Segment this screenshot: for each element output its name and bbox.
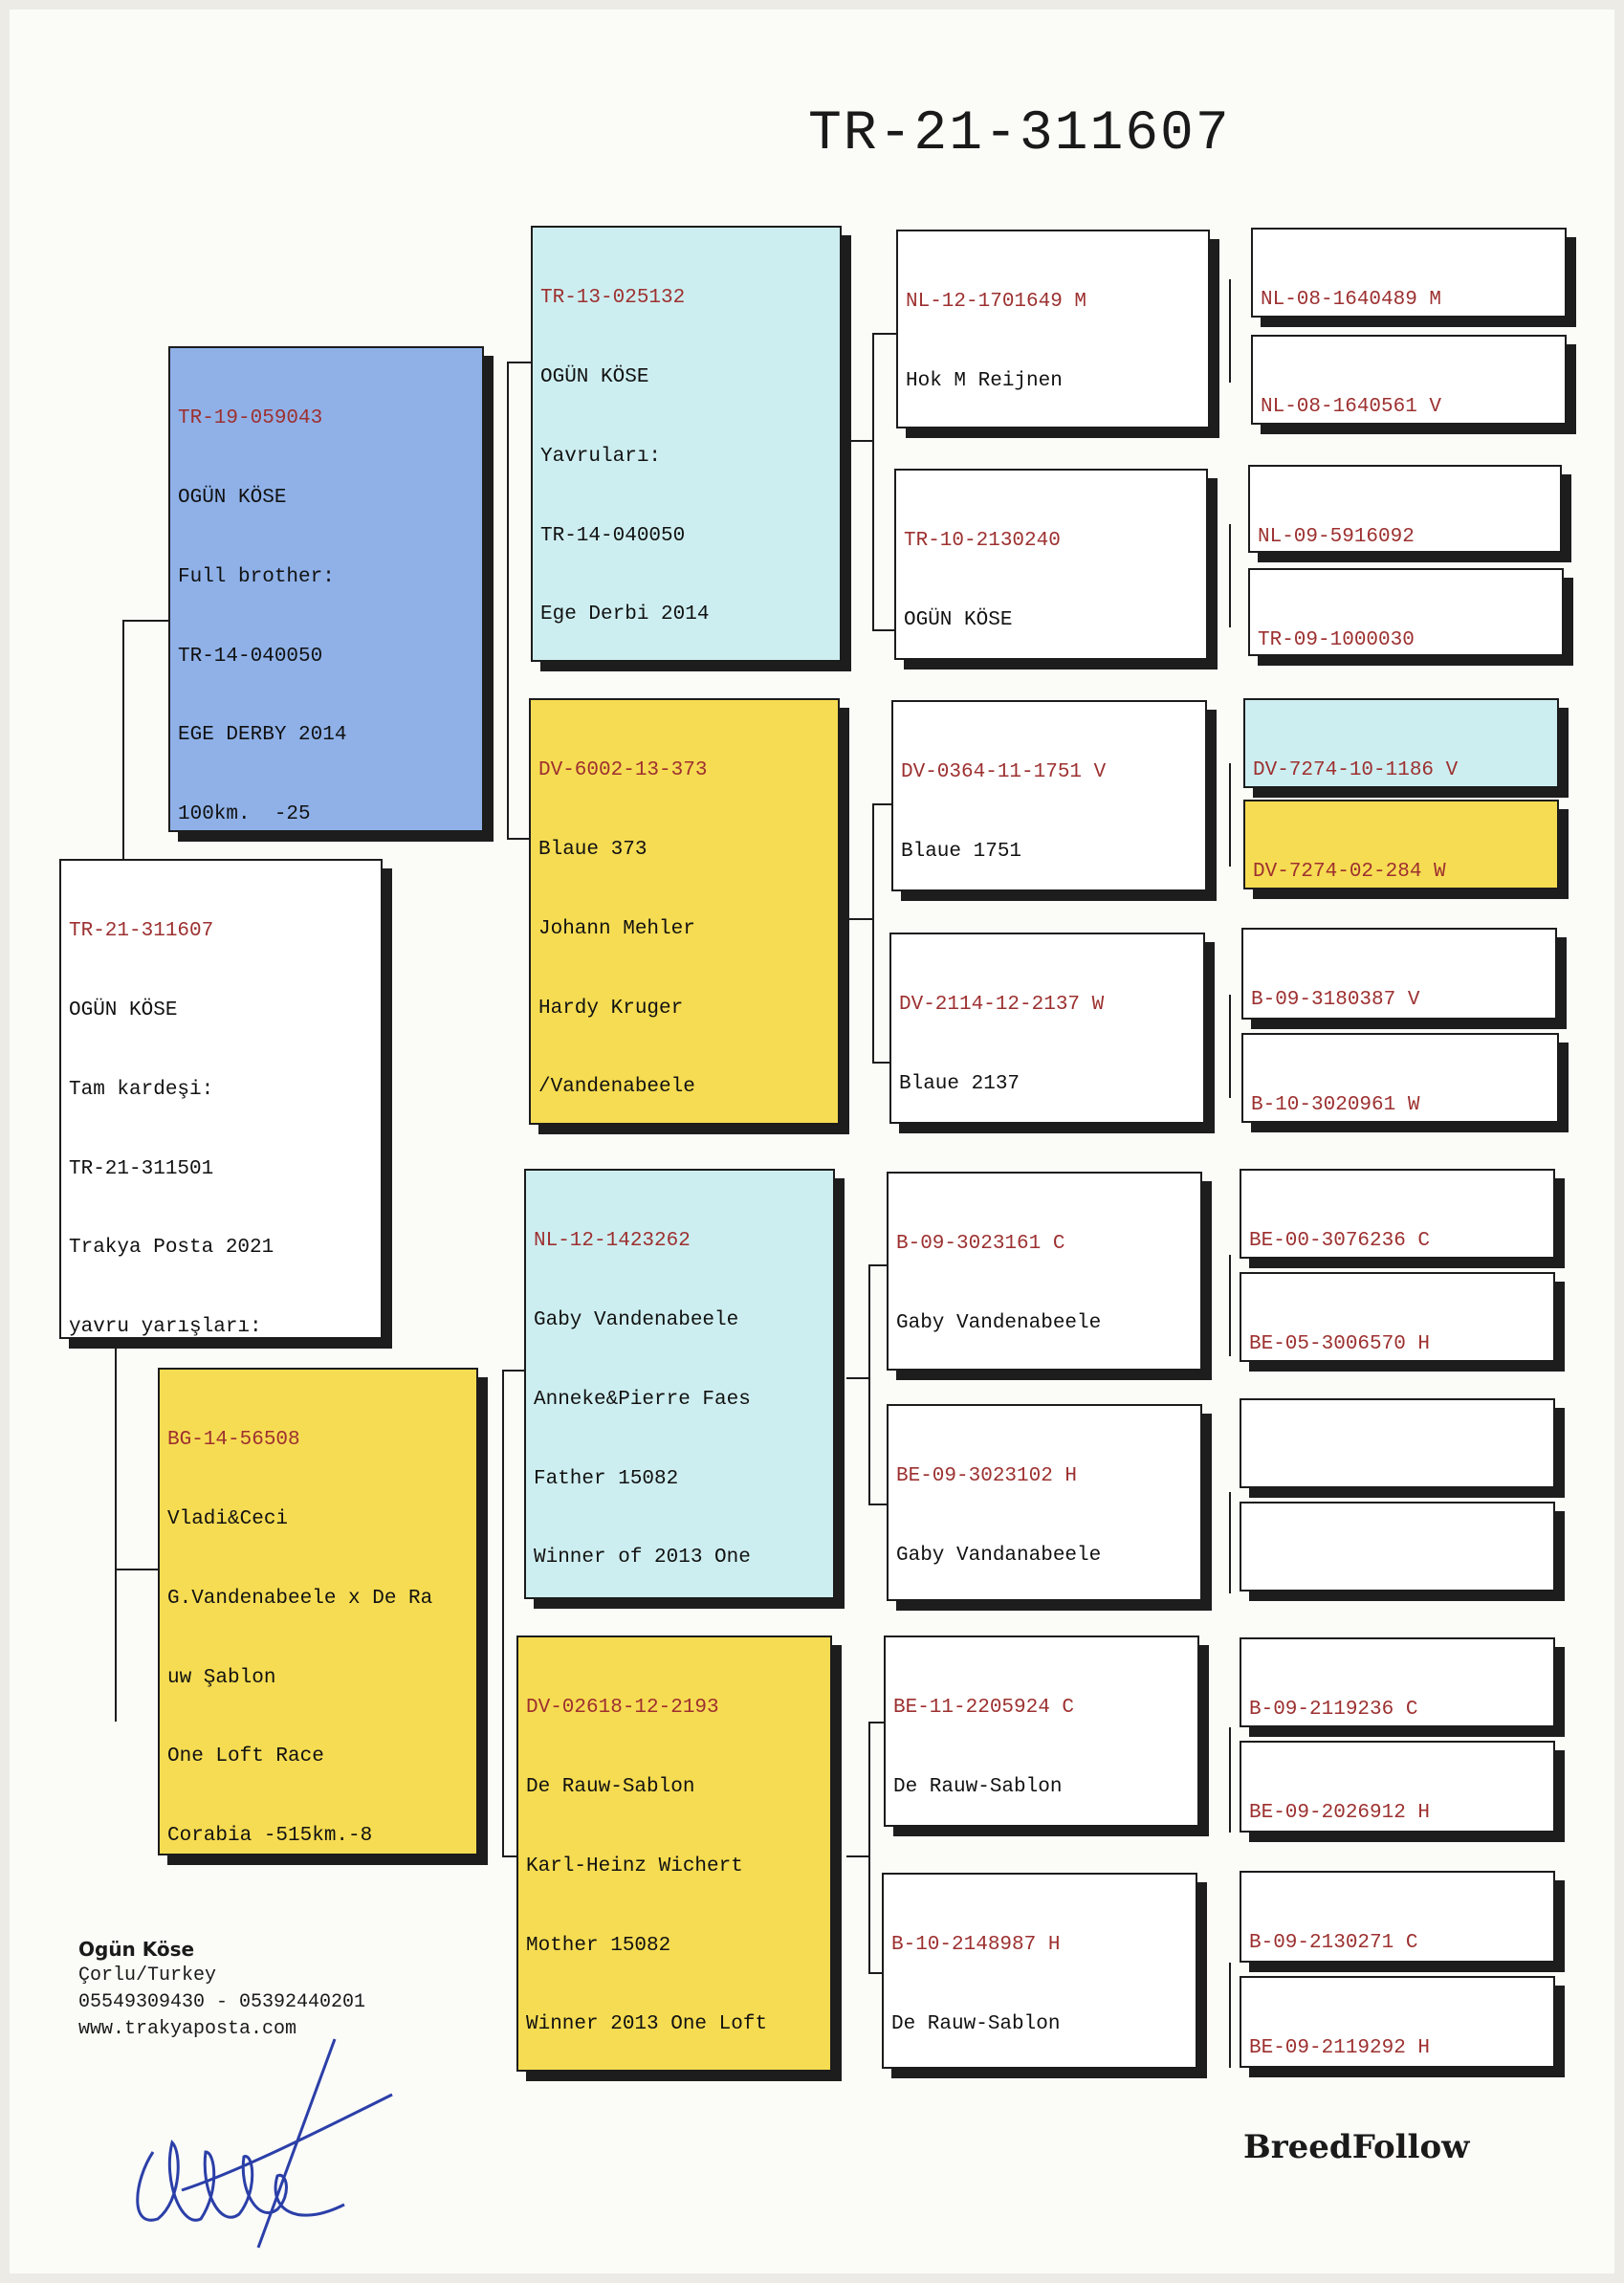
pedigree-box-sds bbox=[891, 700, 1207, 891]
info-line: Yavruları: bbox=[540, 445, 662, 468]
info-line: One Loft Race bbox=[167, 1745, 324, 1768]
connector-line bbox=[1229, 1255, 1231, 1356]
info-line: Tam kardeşi: bbox=[69, 1078, 214, 1101]
ring-id: DV-7274-10-1186 V bbox=[1253, 759, 1459, 782]
info-line: OGÜN KÖSE bbox=[69, 999, 178, 1021]
connector-line bbox=[502, 1370, 526, 1372]
ring-id: DV-7274-02-284 W bbox=[1253, 861, 1446, 884]
pedigree-box-g2 bbox=[1251, 335, 1567, 425]
pedigree-box-g11 bbox=[1240, 1398, 1555, 1488]
connector-line bbox=[1229, 1492, 1231, 1593]
pedigree-box-g6 bbox=[1243, 800, 1559, 889]
ring-id: TR-19-059043 bbox=[178, 407, 323, 430]
info-line: De Rauw-Sablon bbox=[891, 2012, 1061, 2035]
ring-id: DV-0364-11-1751 V bbox=[901, 761, 1107, 784]
info-line: Gaby Vandenabeele bbox=[896, 1311, 1102, 1334]
pedigree-box-g14 bbox=[1240, 1741, 1555, 1833]
connector-line bbox=[868, 1722, 870, 1972]
pedigree-box-g16 bbox=[1240, 1976, 1555, 2068]
connector-line bbox=[1229, 1727, 1231, 1833]
ring-id: B-09-3180387 V bbox=[1251, 989, 1420, 1012]
info-line: Johann Mehler bbox=[538, 917, 695, 940]
ring-id: B-10-3020961 W bbox=[1251, 1094, 1420, 1117]
info-line: G.Vandenabeele x De Ra bbox=[167, 1587, 433, 1610]
connector-line bbox=[849, 440, 872, 442]
connector-line bbox=[507, 362, 531, 363]
pedigree-box-g7 bbox=[1241, 928, 1557, 1020]
pedigree-box-g12 bbox=[1240, 1502, 1555, 1592]
ring-id: NL-08-1640561 V bbox=[1261, 396, 1442, 419]
connector-line bbox=[1229, 995, 1231, 1098]
info-line: Mother 15082 bbox=[526, 1934, 671, 1957]
info-line: OGÜN KÖSE bbox=[178, 486, 287, 509]
pedigree-box-g4 bbox=[1248, 568, 1564, 656]
connector-line bbox=[1229, 763, 1231, 867]
ring-id: TR-09-1000030 bbox=[1258, 629, 1415, 652]
pedigree-box-g10 bbox=[1240, 1272, 1555, 1362]
info-line: TR-21-311501 bbox=[69, 1157, 214, 1180]
info-line: Full brother: bbox=[178, 565, 335, 588]
pedigree-box-g15 bbox=[1240, 1871, 1555, 1963]
info-line: Winner of 2013 One bbox=[534, 1547, 751, 1570]
ring-id: BE-00-3076236 C bbox=[1249, 1230, 1431, 1253]
pedigree-box-ssd bbox=[894, 469, 1208, 660]
info-line: EGE DERBY 2014 bbox=[178, 724, 347, 747]
ring-id: BG-14-56508 bbox=[167, 1429, 300, 1452]
pedigree-box-sire bbox=[168, 346, 484, 832]
ring-id: BE-09-2119292 H bbox=[1249, 2037, 1431, 2060]
brand-logo: BreedFollow bbox=[1243, 2128, 1470, 2166]
pedigree-box-sdd bbox=[889, 933, 1205, 1124]
info-line: De Rauw-Sablon bbox=[893, 1775, 1063, 1798]
info-line: Gaby Vandenabeele bbox=[534, 1308, 739, 1331]
connector-line bbox=[122, 620, 124, 859]
ring-id: B-09-2119236 C bbox=[1249, 1699, 1418, 1722]
connector-line bbox=[1229, 524, 1231, 627]
info-line: TR-14-040050 bbox=[540, 524, 686, 547]
ring-id: NL-12-1423262 bbox=[534, 1230, 691, 1253]
ring-id: NL-12-1701649 M bbox=[906, 291, 1087, 314]
connector-line bbox=[507, 362, 509, 838]
ring-id: TR-13-025132 bbox=[540, 287, 686, 310]
info-line: yavru yarışları: bbox=[69, 1316, 262, 1339]
ring-id: BE-05-3006570 H bbox=[1249, 1333, 1431, 1356]
connector-line bbox=[122, 620, 170, 622]
ring-id: NL-09-5916092 bbox=[1258, 526, 1415, 549]
info-line: uw Şablon bbox=[167, 1666, 276, 1689]
connector-line bbox=[1229, 279, 1231, 383]
connector-line bbox=[507, 838, 531, 840]
ring-id: DV-6002-13-373 bbox=[538, 759, 708, 782]
signature bbox=[124, 2037, 411, 2257]
ring-id: DV-2114-12-2137 W bbox=[899, 994, 1105, 1017]
pedigree-box-sire-sire bbox=[531, 226, 842, 662]
info-line: 100km. -25 bbox=[178, 803, 311, 826]
info-line: Anneke&Pierre Faes bbox=[534, 1388, 751, 1411]
page-title: TR-21-311607 bbox=[808, 103, 1231, 165]
connector-line bbox=[846, 1855, 868, 1857]
pedigree-box-dsd bbox=[887, 1404, 1202, 1601]
pedigree-box-dam-sire bbox=[524, 1169, 835, 1599]
info-line: Blaue 1751 bbox=[901, 840, 1022, 863]
connector-line bbox=[1229, 1963, 1231, 2068]
pedigree-box-dss bbox=[887, 1172, 1202, 1371]
connector-line bbox=[502, 1370, 504, 1857]
pedigree-box-dds bbox=[884, 1635, 1199, 1827]
info-line: Hok M Reijnen bbox=[906, 369, 1063, 392]
connector-line bbox=[872, 333, 874, 629]
info-line: OGÜN KÖSE bbox=[540, 365, 649, 388]
info-line: OGÜN KÖSE bbox=[904, 608, 1013, 631]
connector-line bbox=[115, 1569, 158, 1570]
pedigree-box-dam bbox=[158, 1368, 478, 1855]
ring-id: B-10-2148987 H bbox=[891, 1934, 1061, 1957]
pedigree-box-g1 bbox=[1251, 228, 1567, 318]
breeder-phones: 05549309430 - 05392440201 bbox=[78, 1991, 366, 2013]
connector-line bbox=[868, 1264, 870, 1504]
pedigree-box-g13 bbox=[1240, 1637, 1555, 1727]
info-line: Vladi&Ceci bbox=[167, 1507, 289, 1530]
info-line: TR-14-040050 bbox=[178, 645, 323, 668]
ring-id: B-09-3023161 C bbox=[896, 1233, 1065, 1256]
info-line: De Rauw-Sablon bbox=[526, 1775, 695, 1798]
info-line: Blaue 2137 bbox=[899, 1072, 1020, 1095]
pedigree-box-sire-dam bbox=[529, 698, 840, 1125]
pedigree-box-g3 bbox=[1248, 465, 1562, 553]
info-line: Gaby Vandanabeele bbox=[896, 1544, 1102, 1567]
info-line: Corabia -515km.-8 bbox=[167, 1825, 373, 1848]
breeder-contact bbox=[78, 1936, 365, 2043]
pedigree-box-subject bbox=[59, 859, 383, 1339]
info-line: Trakya Posta 2021 bbox=[69, 1237, 274, 1260]
info-line: Winner 2013 One Loft bbox=[526, 2013, 768, 2036]
info-line: Father 15082 bbox=[534, 1467, 679, 1490]
breeder-name: Ogün Köse bbox=[78, 1938, 195, 1961]
ring-id: NL-08-1640489 M bbox=[1261, 289, 1442, 312]
info-line: Hardy Kruger bbox=[538, 997, 684, 1020]
ring-id: BE-11-2205924 C bbox=[893, 1697, 1075, 1720]
info-line: Karl-Heinz Wichert bbox=[526, 1855, 743, 1877]
ring-id: DV-02618-12-2193 bbox=[526, 1697, 719, 1720]
breeder-city: Çorlu/Turkey bbox=[78, 1965, 217, 1987]
info-line: Blaue 373 bbox=[538, 838, 647, 861]
connector-line bbox=[872, 803, 874, 1062]
info-line: /Vandenabeele bbox=[538, 1076, 695, 1099]
breeder-website: www.trakyaposta.com bbox=[78, 2018, 297, 2040]
info-line: Ege Derbi 2014 bbox=[540, 604, 710, 626]
connector-line bbox=[872, 333, 899, 335]
pedigree-box-ddd bbox=[882, 1873, 1197, 2069]
ring-id: BE-09-3023102 H bbox=[896, 1465, 1078, 1488]
ring-id: TR-10-2130240 bbox=[904, 530, 1061, 553]
ring-id: B-09-2130271 C bbox=[1249, 1932, 1418, 1955]
connector-line bbox=[849, 918, 872, 920]
ring-id: TR-21-311607 bbox=[69, 920, 214, 943]
ring-id: BE-09-2026912 H bbox=[1249, 1802, 1431, 1825]
pedigree-box-dam-dam bbox=[516, 1635, 832, 2072]
pedigree-box-g8 bbox=[1241, 1033, 1559, 1123]
connector-line bbox=[846, 1377, 868, 1379]
pedigree-box-g9 bbox=[1240, 1169, 1555, 1259]
pedigree-box-sss bbox=[896, 230, 1210, 428]
connector-line bbox=[115, 1339, 117, 1722]
pedigree-box-g5 bbox=[1243, 698, 1559, 788]
